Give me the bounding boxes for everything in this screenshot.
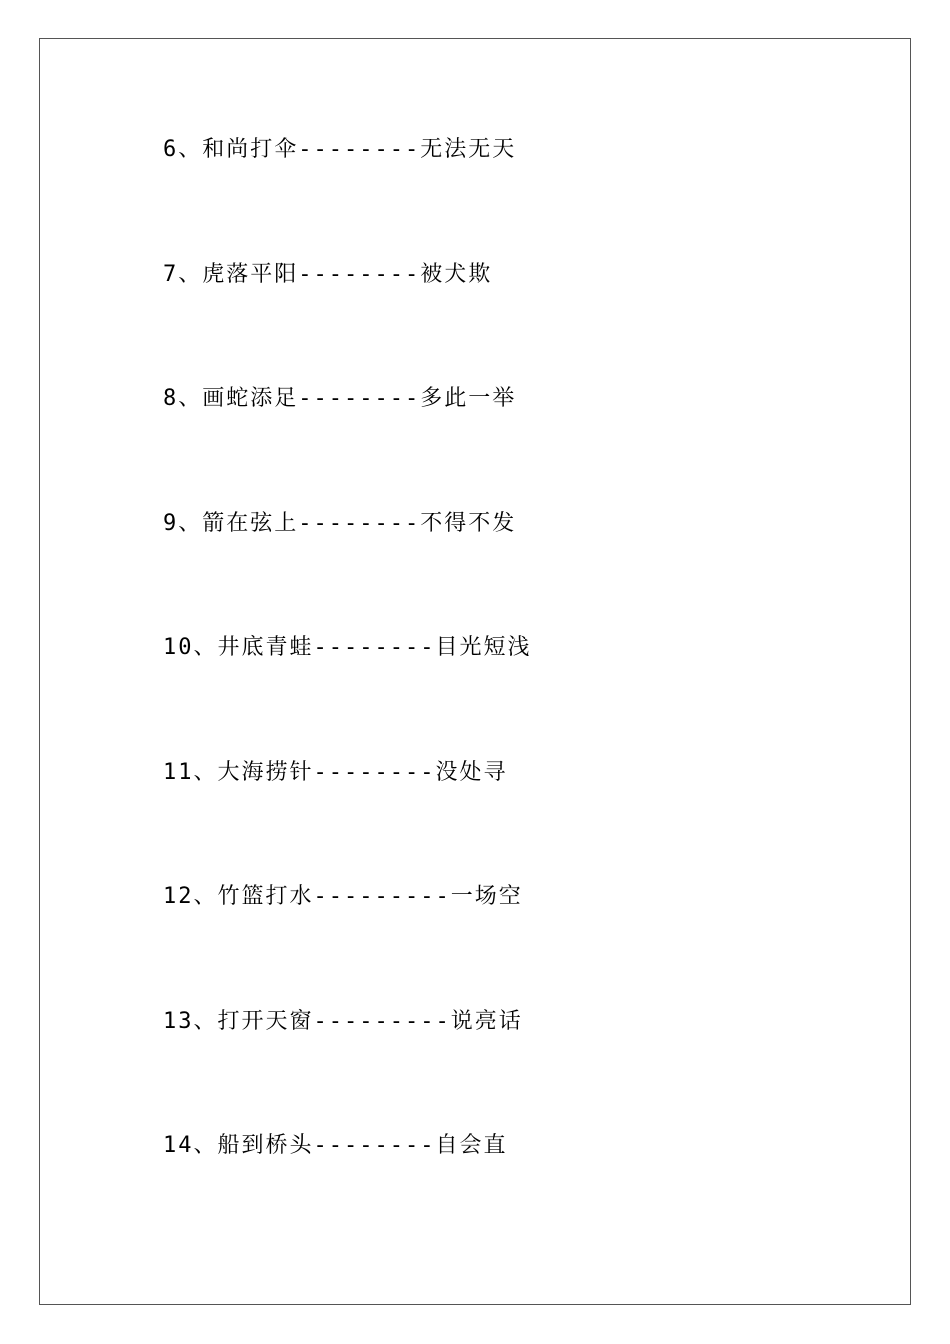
list-item: 13、打开天窗---------说亮话 <box>163 1008 523 1034</box>
list-item: 11、大海捞针--------没处寻 <box>163 759 508 785</box>
list-item: 14、船到桥头--------自会直 <box>163 1133 508 1158</box>
list-item: 6、和尚打伞--------无法无天 <box>163 137 517 162</box>
list-item: 9、箭在弦上--------不得不发 <box>163 510 517 536</box>
list-item: 7、虎落平阳--------被犬欺 <box>163 261 493 287</box>
list-item: 10、井底青蛙--------目光短浅 <box>163 635 532 660</box>
proverb-list <box>163 134 531 1255</box>
list-item: 8、画蛇添足--------多此一举 <box>163 386 517 411</box>
list-item: 12、竹篮打水---------一场空 <box>163 884 523 909</box>
